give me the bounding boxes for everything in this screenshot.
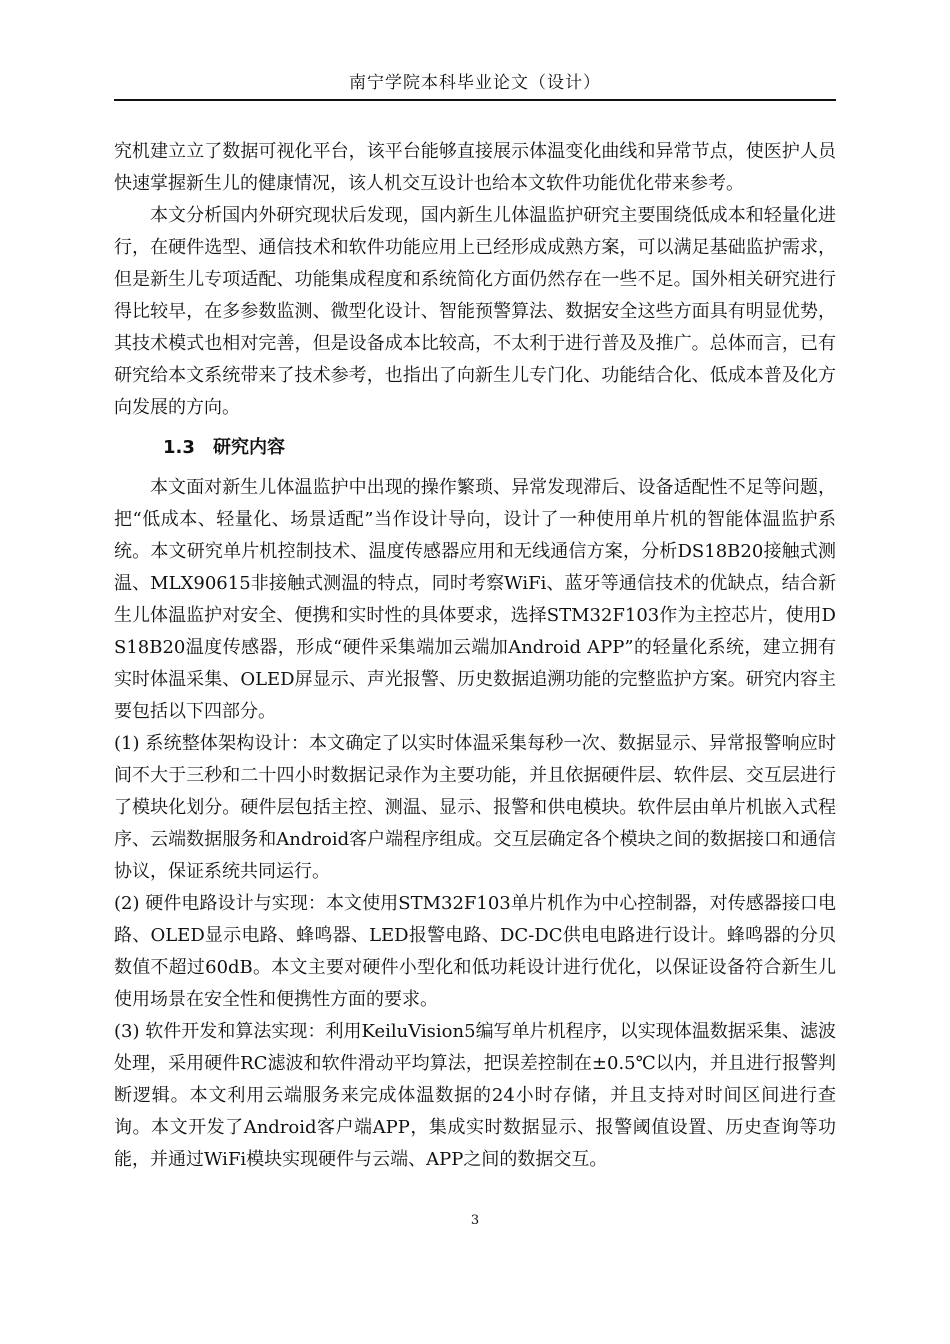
list-item-software: (3) 软件开发和算法实现：利用KeiluVision5编写单片机程序，以实现体温数据采集、滤波处理，采用硬件RC滤波和软件滑动平均算法，把误差控制在±0.5℃以内，并且进行报警判断逻辑。本文利用云端服务来完成体温数据的24小时存储，并且支持对时间区间进行查询。本文开发了Android客户端APP，集成实时数据显示、报警阈值设置、历史查询等功能，并通过WiFi模块实现硬件与云端、APP之间的数据交互。 bbox=[114, 1021, 836, 1170]
list-item-architecture: (1) 系统整体架构设计：本文确定了以实时体温采集每秒一次、数据显示、异常报警响应时间不大于三秒和二十四小时数据记录作为主要功能，并且依据硬件层、软件层、交互层进行了模块化划分。硬件层包括主控、测温、显示、报警和供电模块。软件层由单片机嵌入式程序、云端数据服务和Android客户端程序组成。交互层确定各个模块之间的数据接口和通信协议，保证系统共同运行。 bbox=[114, 733, 836, 882]
section-heading bbox=[114, 430, 836, 466]
running-header: 南宁学院本科毕业论文（设计） bbox=[349, 73, 601, 93]
section-number: 1.3 bbox=[163, 437, 195, 458]
list-item-hardware: (2) 硬件电路设计与实现：本文使用STM32F103单片机作为中心控制器，对传感器接口电路、OLED显示电路、蜂鸣器、LED报警电路、DC-DC供电电路进行设计。蜂鸣器的分贝数值不超过60dB。本文主要对硬件小型化和低功耗设计进行优化，以保证设备符合新生儿使用场景在安全性和便携性方面的要求。 bbox=[114, 893, 836, 1010]
paragraph-research-content-intro: 本文面对新生儿体温监护中出现的操作繁琐、异常发现滞后、设备适配性不足等问题，把“低成本、轻量化、场景适配”当作设计导向，设计了一种使用单片机的智能体温监护系统。本文研究单片机控制技术、温度传感器应用和无线通信方案，分析DS18B20接触式测温、MLX90615非接触式测温的特点，同时考察WiFi、蓝牙等通信技术的优缺点，结合新生儿体温监护对安全、便携和实时性的具体要求，选择STM32F103作为主控芯片，使用DS18B20温度传感器，形成“硬件采集端加云端加Android APP”的轻量化系统，建立拥有实时体温采集、OLED屏显示、声光报警、历史数据追溯功能的完整监护方案。研究内容主要包括以下四部分。 bbox=[114, 477, 836, 722]
paragraph-research-status-summary: 本文分析国内外研究现状后发现，国内新生儿体温监护研究主要围绕低成本和轻量化进行，在硬件选型、通信技术和软件功能应用上已经形成成熟方案，可以满足基础监护需求，但是新生儿专项适配、功能集成程度和系统简化方面仍然存在一些不足。国外相关研究进行得比较早，在多参数监测、微型化设计、智能预警算法、数据安全这些方面具有明显优势，其技术模式也相对完善，但是设备成本比较高，不太利于进行普及及推广。总体而言，已有研究给本文系统带来了技术参考，也指出了向新生儿专门化、功能结合化、低成本普及化方向发展的方向。 bbox=[114, 205, 836, 418]
paragraph-continued: 究机建立立了数据可视化平台，该平台能够直接展示体温变化曲线和异常节点，使医护人员快速掌握新生儿的健康情况，该人机交互设计也给本文软件功能优化带来参考。 bbox=[114, 141, 836, 194]
section-title: 研究内容 bbox=[213, 437, 285, 458]
page-number: 3 bbox=[470, 1213, 480, 1228]
header-divider bbox=[114, 99, 836, 101]
page-body bbox=[114, 136, 836, 1176]
